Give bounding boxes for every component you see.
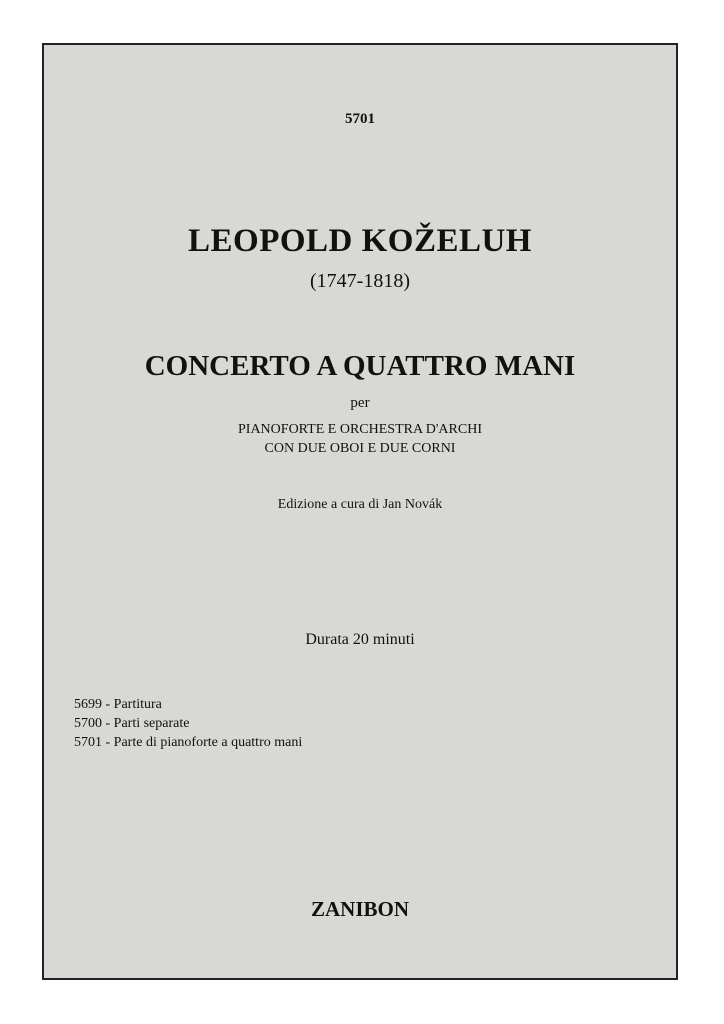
edition-separator: - — [102, 697, 114, 712]
per-label: per — [350, 395, 370, 411]
edition-separator: - — [102, 716, 114, 731]
edition-separator: - — [102, 735, 114, 750]
edition-description: Parti separate — [113, 716, 190, 731]
edition-description: Partitura — [113, 697, 162, 712]
duration: Durata 20 minuti — [305, 631, 415, 648]
edition-description: Parte di pianoforte a quattro mani — [113, 735, 303, 750]
edition-code: 5700 — [74, 716, 102, 731]
edition-item — [74, 695, 302, 714]
edition-code: 5701 — [74, 735, 102, 750]
edition-item — [74, 714, 302, 733]
composer-dates: (1747-1818) — [310, 270, 410, 292]
work-title: CONCERTO A QUATTRO MANI — [144, 350, 576, 382]
composer-name: LEOPOLD KOŽELUH — [188, 223, 532, 259]
editions-list — [74, 695, 302, 752]
scoring-line-1: PIANOFORTE E ORCHESTRA D'ARCHI — [238, 422, 482, 437]
scoring-line-2: CON DUE OBOI E DUE CORNI — [264, 441, 456, 456]
publisher-name: ZANIBON — [310, 897, 410, 921]
catalog-number: 5701 — [345, 111, 375, 127]
edition-code: 5699 — [74, 697, 102, 712]
cover-frame — [42, 43, 678, 980]
edition-item — [74, 733, 302, 752]
editor-credit: Edizione a cura di Jan Novák — [277, 497, 443, 512]
